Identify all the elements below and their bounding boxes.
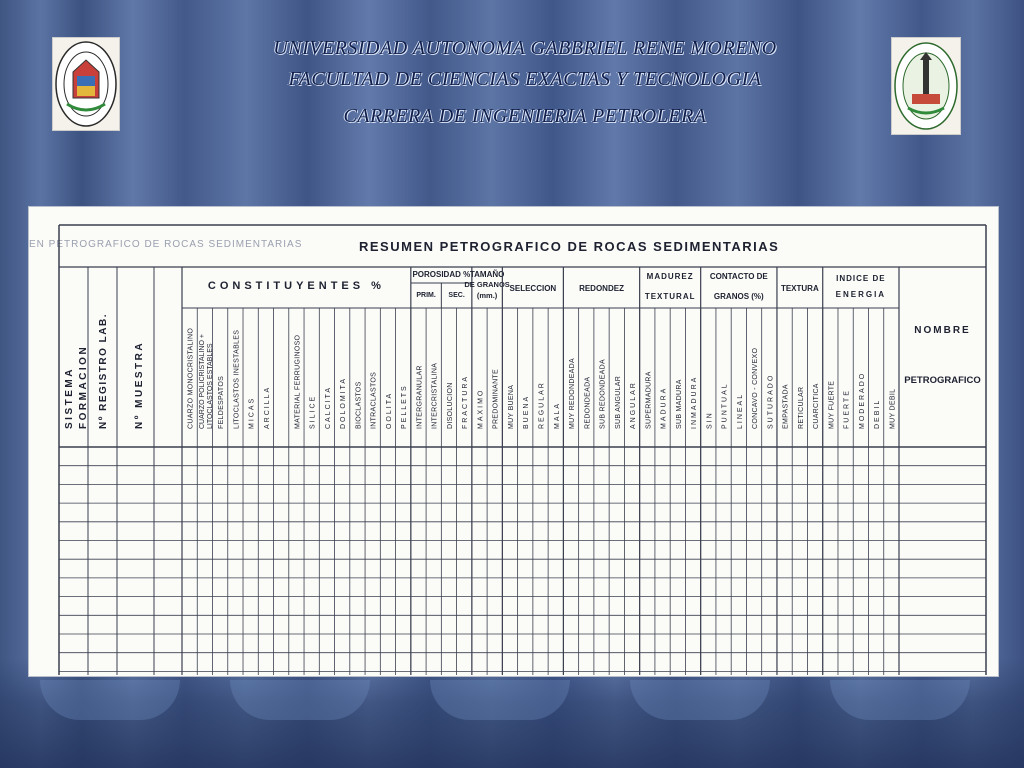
sub-col-label: MICAS	[248, 396, 256, 429]
petrographic-form-sheet	[28, 206, 999, 677]
sub-col-label: INTRACLASTOS	[370, 371, 378, 429]
sub-col-label: LITOCLASTOS INESTABLES	[233, 329, 241, 429]
sub-col-label: REGULAR	[538, 381, 546, 429]
university-seal-right-icon	[892, 38, 960, 134]
faded-heading-text: EN PETROGRAFICO DE ROCAS SEDIMENTARIAS	[29, 239, 303, 250]
sub-col-label: FELDESPATOS	[218, 375, 226, 429]
group-contacto: CONTACTO DE	[709, 272, 768, 281]
sub-col-label: CUARCITICA	[813, 383, 821, 429]
sub-col-label: MODERADO	[858, 371, 866, 429]
sub-col-label: DEBIL	[874, 398, 882, 429]
sub-col-label: MALA	[553, 401, 561, 429]
sub-col-label: MAXIMO	[477, 388, 485, 429]
group-constituyentes: CONSTITUYENTES %	[207, 280, 385, 292]
sub-col-label: FRACTURA	[462, 374, 470, 429]
sub-col-label: MUY DEBIL	[889, 388, 897, 429]
sub-col-label: BIOCLASTOS	[355, 381, 363, 429]
group-tamano: (mm.)	[476, 291, 498, 300]
sub-col-label: SILICE	[309, 394, 317, 429]
sub-col-label: MADURA	[660, 386, 668, 429]
sub-col-label: MUY BUENA	[507, 384, 515, 429]
sub-col-label: DOLOMITA	[340, 376, 348, 429]
sub-col-label: INTERCRISTALINA	[431, 362, 439, 429]
curtain-swag	[230, 680, 370, 720]
form-grid	[29, 207, 998, 676]
form-title: RESUMEN PETROGRAFICO DE ROCAS SEDIMENTARIAS	[359, 239, 780, 254]
university-name: UNIVERSIDAD AUTONOMA GABBRIEL RENE MORENO	[273, 37, 777, 59]
sub-col-label: SUB ANGULAR	[614, 375, 622, 429]
col-sistema: SISTEMA	[64, 367, 75, 429]
sub-col-label: CUARZO POLICRISTALINO +	[198, 334, 206, 429]
group-seleccion: SELECCION	[509, 284, 557, 293]
career-name: CARRERA DE INGENIERIA PETROLERA	[343, 105, 707, 127]
sub-col-label: SUPERMADURA	[645, 371, 653, 429]
curtain-swag	[430, 680, 570, 720]
sub-col-label: PUNTUAL	[721, 382, 729, 429]
university-seal-right	[891, 37, 961, 135]
petrografico-label: PETROGRAFICO	[904, 375, 981, 386]
sub-col-label: FUERTE	[843, 389, 851, 429]
col-registro-lab: Nº REGISTRO LAB.	[98, 313, 109, 429]
sub-col-label: PELLETS	[401, 384, 409, 429]
sub-col-label: OOLITA	[385, 391, 393, 429]
col-formacion: FORMACION	[78, 344, 89, 429]
group-textura: TEXTURA	[780, 284, 819, 293]
sub-col-label: PREDOMINANTE	[492, 369, 500, 429]
group-tamano: TAMAÑO	[469, 270, 505, 279]
sub-col-label: SIN	[706, 411, 714, 429]
curtain-swag	[830, 680, 970, 720]
group-prim: PRIM.	[416, 292, 436, 299]
group-porosidad: POROSIDAD %	[412, 270, 471, 279]
sub-col-label: DISOLUCION	[446, 382, 454, 429]
sub-col-label: INTERGRANULAR	[416, 365, 424, 429]
sub-col-label: LITOCLASTOS ESTABLES	[206, 343, 214, 429]
group-indice: ENERGIA	[835, 290, 887, 299]
faculty-name: FACULTAD DE CIENCIAS EXACTAS Y TECNOLOGIA	[288, 68, 762, 90]
sub-col-label: CALCITA	[324, 385, 332, 429]
sub-col-label: SUB MADURA	[675, 379, 683, 429]
sub-col-label: ARCILLA	[263, 385, 271, 429]
sub-col-label: INMADURA	[691, 375, 699, 429]
curtain-swag	[630, 680, 770, 720]
group-redondez: REDONDEZ	[579, 284, 624, 293]
sub-col-label: EMPASTADA	[782, 384, 790, 429]
group-madurez: MADUREZ	[646, 272, 694, 281]
col-muestra: Nº MUESTRA	[134, 340, 145, 429]
sub-col-label: BUENA	[523, 394, 531, 429]
group-indice: INDICE DE	[836, 274, 886, 283]
sub-col-label: CONCAVO - CONVEXO	[752, 347, 760, 429]
group-tamano: DE GRANOS	[464, 280, 510, 289]
sub-col-label: LINEAL	[736, 392, 744, 429]
sub-col-label: REDONDEADA	[584, 376, 592, 429]
sub-col-label: SUB REDONDEADA	[599, 359, 607, 429]
sub-col-label: SUTURADO	[767, 373, 775, 429]
group-sec: SEC.	[448, 292, 465, 299]
sub-col-label: RETICULAR	[797, 386, 805, 429]
university-seal-left-icon	[53, 38, 119, 130]
sub-col-label: CUARZO MONOCRISTALINO	[187, 327, 195, 429]
group-madurez: TEXTURAL	[644, 292, 696, 301]
sub-col-label: MUY FUERTE	[828, 380, 836, 429]
group-contacto: GRANOS (%)	[713, 292, 764, 301]
curtain-swag	[40, 680, 180, 720]
sub-col-label: ANGULAR	[630, 381, 638, 429]
sub-col-label: MUY REDONDEADA	[569, 358, 577, 429]
sub-col-label: MATERIAL FERRUGINOSO	[294, 334, 302, 429]
nombre-label: NOMBRE	[914, 325, 971, 336]
university-seal-left	[52, 37, 120, 131]
